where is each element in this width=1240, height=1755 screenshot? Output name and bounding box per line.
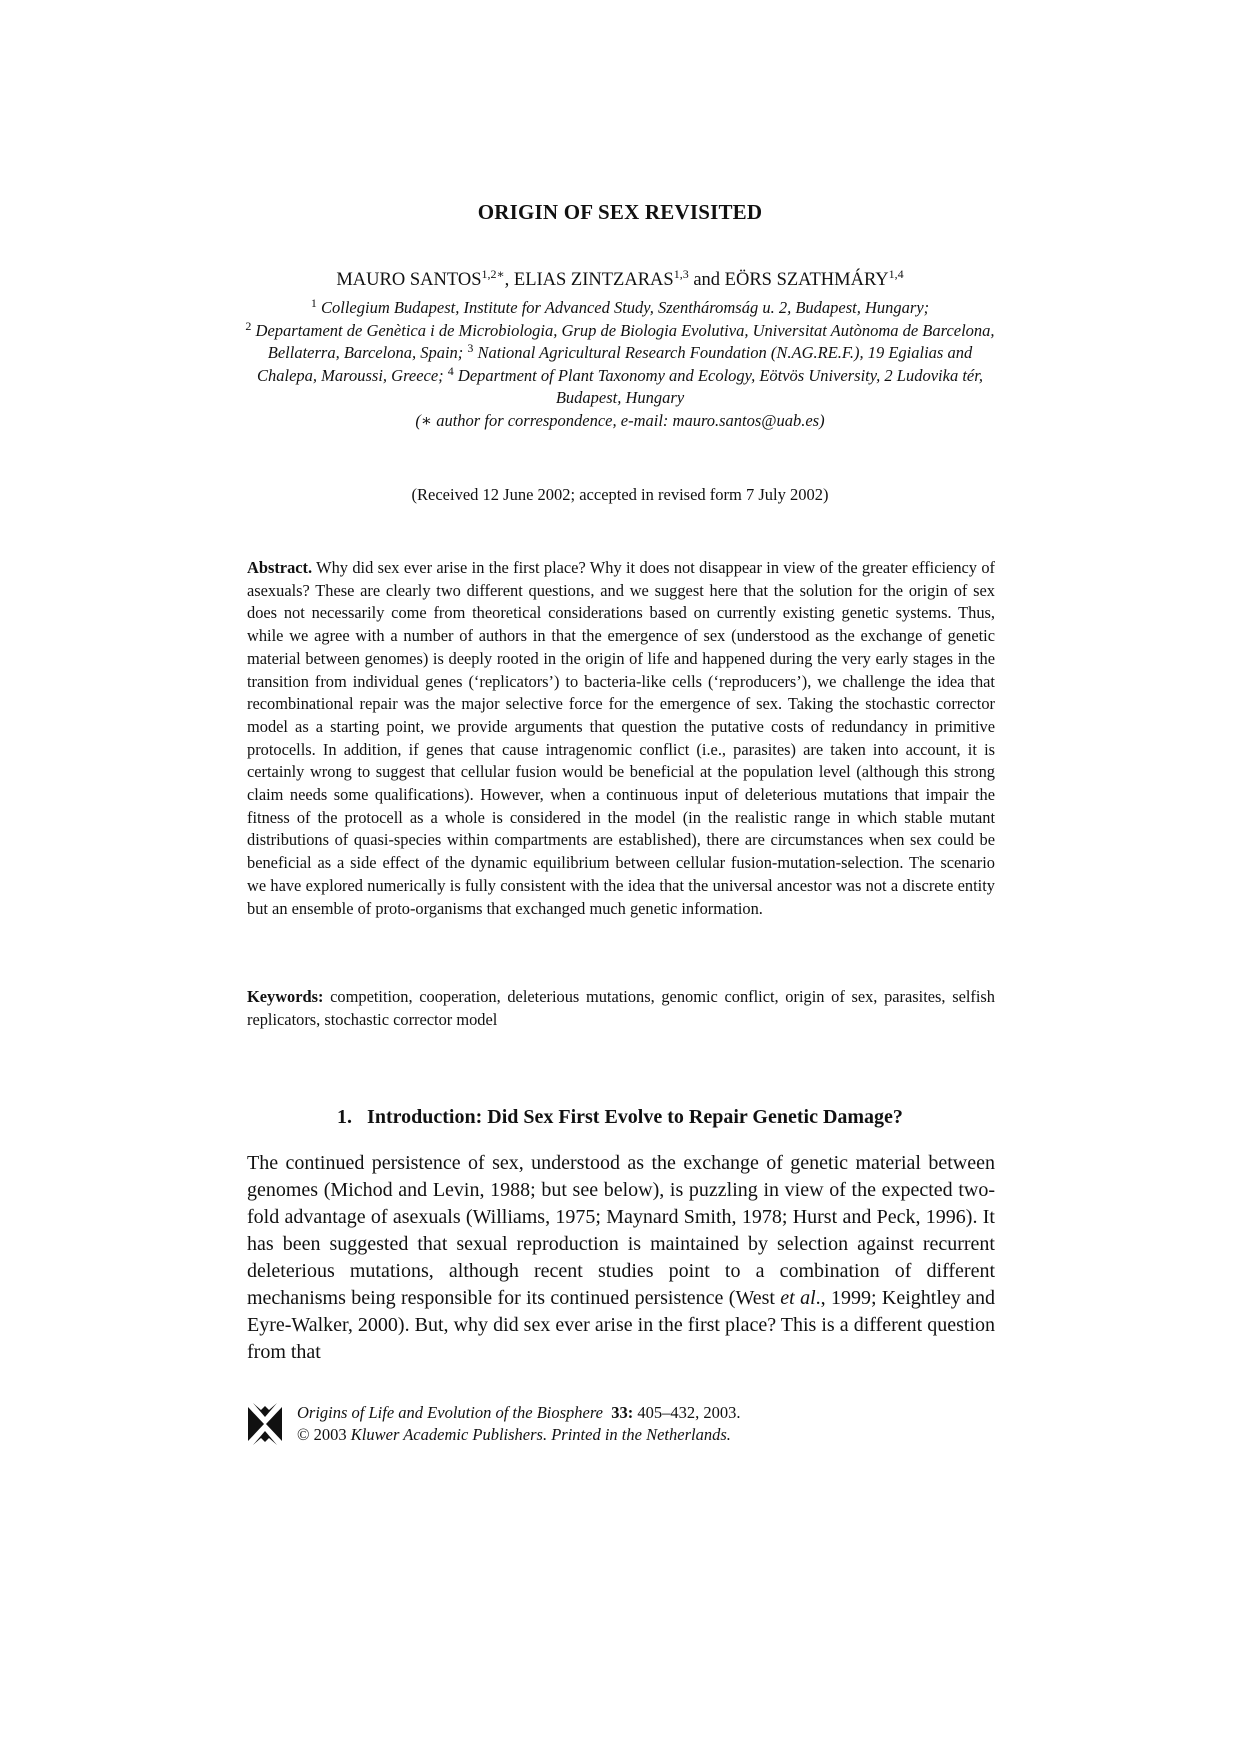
author-name: MAURO SANTOS (336, 270, 482, 290)
keywords (247, 986, 995, 1031)
keywords-text: competition, cooperation, deleterious mutations, genomic conflict, origin of sex, parasites, selfish replicators, stochastic corrector model (247, 987, 995, 1029)
journal-name: Origins of Life and Evolution of the Biosphere (297, 1403, 603, 1422)
affiliation-mark: 2 (245, 318, 252, 333)
keywords-label: Keywords: (247, 987, 324, 1006)
section-title: Introduction: Did Sex First Evolve to Repair Genetic Damage? (367, 1106, 903, 1128)
received-dates: (Received 12 June 2002; accepted in revised form 7 July 2002) (411, 485, 829, 504)
correspondence-note: (∗ author for correspondence, e-mail: mauro.santos@uab.es) (415, 410, 825, 430)
affiliations (240, 297, 1000, 433)
author-affiliation-mark: 1,2∗ (481, 267, 505, 281)
abstract-label: Abstract. (247, 558, 313, 577)
section-heading (0, 1106, 1240, 1129)
affiliation-text: Department of Plant Taxonomy and Ecology, Eötvös University, 2 Ludovika tér, Budapest, Hungary (453, 365, 983, 408)
paper-title: ORIGIN OF SEX REVISITED (477, 200, 763, 224)
intro-paragraph (247, 1150, 995, 1366)
affiliation-text: Collegium Budapest, Institute for Advanced Study, Szentháromság u. 2, Budapest, Hungary; (316, 298, 930, 317)
intro-text: The continued persistence of sex, understood as the exchange of genetic material between genomes (Michod and Levin, 1988; but see below), is puzzling in view of the expected two-fold advantage of asexuals (Williams, 1975; Maynard Smith, 1978; Hurst and Peck, 1996). It has been suggested that sexual reproduction is maintained by selection against recurrent deleterious mutations, although recent studies point to a combination of different mechanisms being responsible for its continued persistence (West (247, 1152, 995, 1309)
abstract-text: Why did sex ever arise in the first place? Why it does not disappear in view of the greater efficiency of asexuals? These are clearly two different questions, and we suggest here that the solution for the origin of sex does not necessarily come from theoretical considerations based on currently existing genetic systems. Thus, while we agree with a number of authors in that the emergence of sex (understood as the exchange of genetic material between genomes) is deeply rooted in the origin of life and happened during the very early stages in the transition from individual genes (‘replicators’) to bacteria-like cells (‘reproducers’), we challenge the idea that recombinational repair was the major selective force for the emergence of sex. Taking the stochastic corrector model as a starting point, we provide arguments that question the putative costs of redundancy in primitive protocells. In addition, if genes that cause intragenomic conflict (i.e., parasites) are taken into account, it is certainly wrong to suggest that cellular fusion would be beneficial at the population level (although this strong claim needs some qualifications). However, when a continuous input of deleterious mutations that impair the fitness of the protocell as a whole is considered in the model (in the realistic range in which stable mutant distributions of quasi-species within compartments are established), there are circumstances when sex could be beneficial as a side effect of the dynamic equilibrium between cellular fusion-mutation-selection. The scenario we have explored numerically is fully consistent with the idea that the universal ancestor was not a discrete entity but an ensemble of proto-organisms that exchanged much genetic information. (247, 558, 995, 918)
author-separator: , (504, 270, 514, 290)
author-line (0, 267, 1240, 291)
journal-volume: 33: (611, 1403, 634, 1422)
journal-footer (297, 1402, 997, 1446)
affiliation-mark: 4 (447, 363, 454, 378)
author-name: ELIAS ZINTZARAS (513, 270, 674, 290)
author-name: EÖRS SZATHMÁRY (724, 270, 889, 290)
author-affiliation-mark: 1,4 (888, 267, 904, 281)
abstract (247, 557, 995, 920)
affiliation-text: Departament de Genètica i de Microbiologia, Grup de Biologia Evolutiva, Universitat Autònoma de Barcelona, Bellaterra, Barcelona, Spain; (251, 320, 995, 363)
section-number: 1. (337, 1106, 353, 1128)
affiliation-mark: 1 (310, 296, 317, 310)
copyright-notice: © 2003 (297, 1425, 351, 1444)
intro-text: ., 1999; Keightley and Eyre-Walker, 2000). But, why did sex ever arise in the first place? This is a different question from that (247, 1287, 995, 1363)
affiliation-text: National Agricultural Research Foundation (N.AG.RE.F.), 19 Egialias and Chalepa, Maroussi, Greece; (257, 343, 973, 385)
intro-etal: et al (780, 1287, 816, 1309)
publisher-name: Kluwer Academic Publishers. Printed in the Netherlands. (350, 1425, 731, 1444)
publisher-logo-icon (247, 1403, 283, 1445)
journal-pages: 405–432, 2003. (633, 1403, 741, 1422)
author-separator: and (688, 270, 725, 290)
author-affiliation-mark: 1,3 (673, 267, 689, 281)
affiliation-mark: 3 (467, 341, 474, 356)
